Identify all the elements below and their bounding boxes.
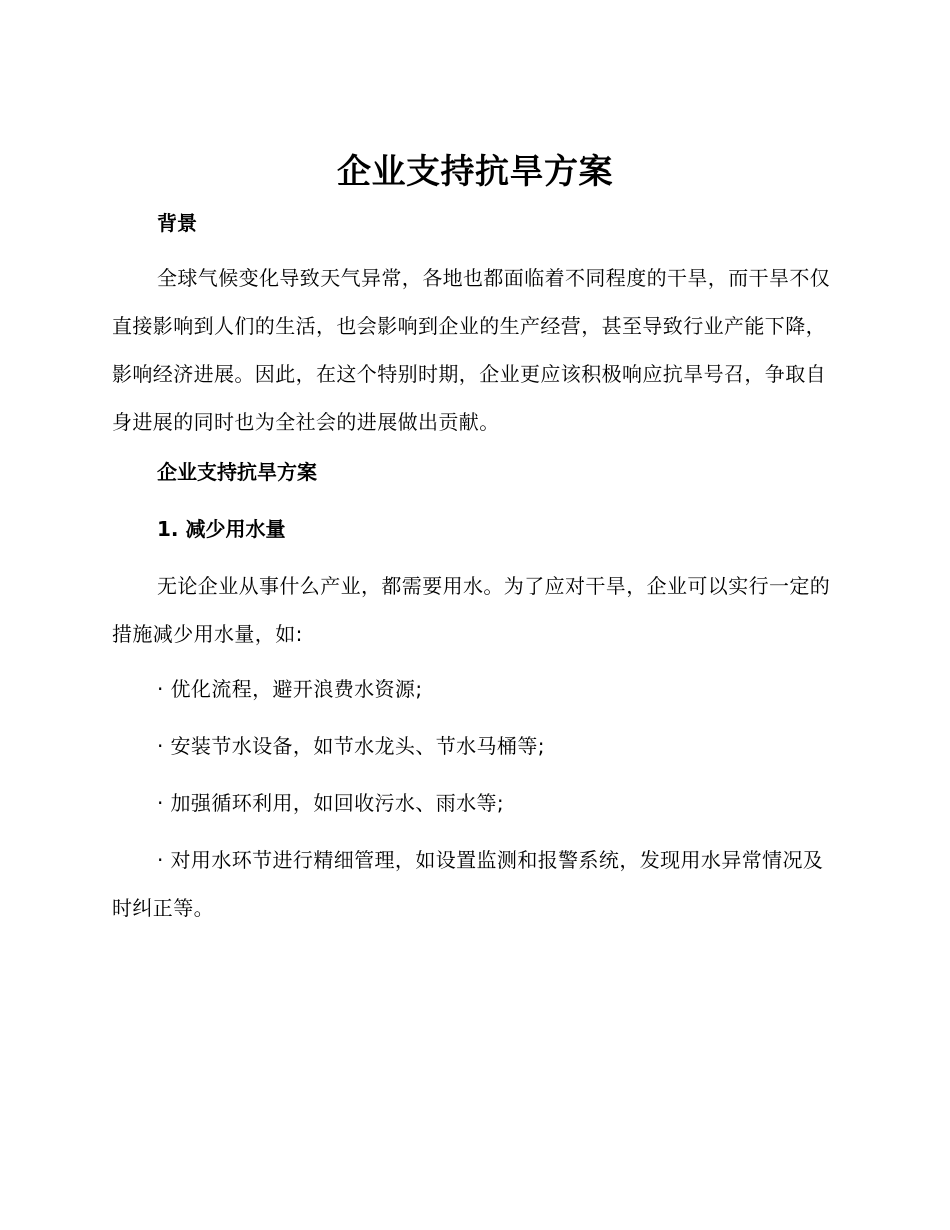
bullet-item: · 加强循环利用，如回收污水、雨水等; [157,791,505,815]
bullet-item: · 优化流程，避开浪费水资源; [157,677,423,701]
plan-heading: 企业支持抗旱方案 [157,460,317,484]
item-1-paragraph: 无论企业从事什么产业，都需要用水。为了应对干旱，企业可以实行一定的措施减少用水量，如: [112,574,831,646]
background-heading: 背景 [157,211,197,235]
bullet-item-multiline: · 对用水环节进行精细管理，如设置监测和报警系统，发现用水异常情况及时纠正等。 [112,848,824,920]
item-1-heading: 1. 减少用水量 [157,517,286,541]
bullet-item: · 安装节水设备，如节水龙头、节水马桶等; [157,734,545,758]
document-title: 企业支持抗旱方案 [337,152,613,192]
background-paragraph: 全球气候变化导致天气异常，各地也都面临着不同程度的干旱，而干旱不仅直接影响到人们的生活，也会影响到企业的生产经营，甚至导致行业产能下降，影响经济进展。因此，在这个特别时期，企业更应该积极响应抗旱号召，争取自身进展的同时也为全社会的进展做出贡献。 [112,266,831,434]
